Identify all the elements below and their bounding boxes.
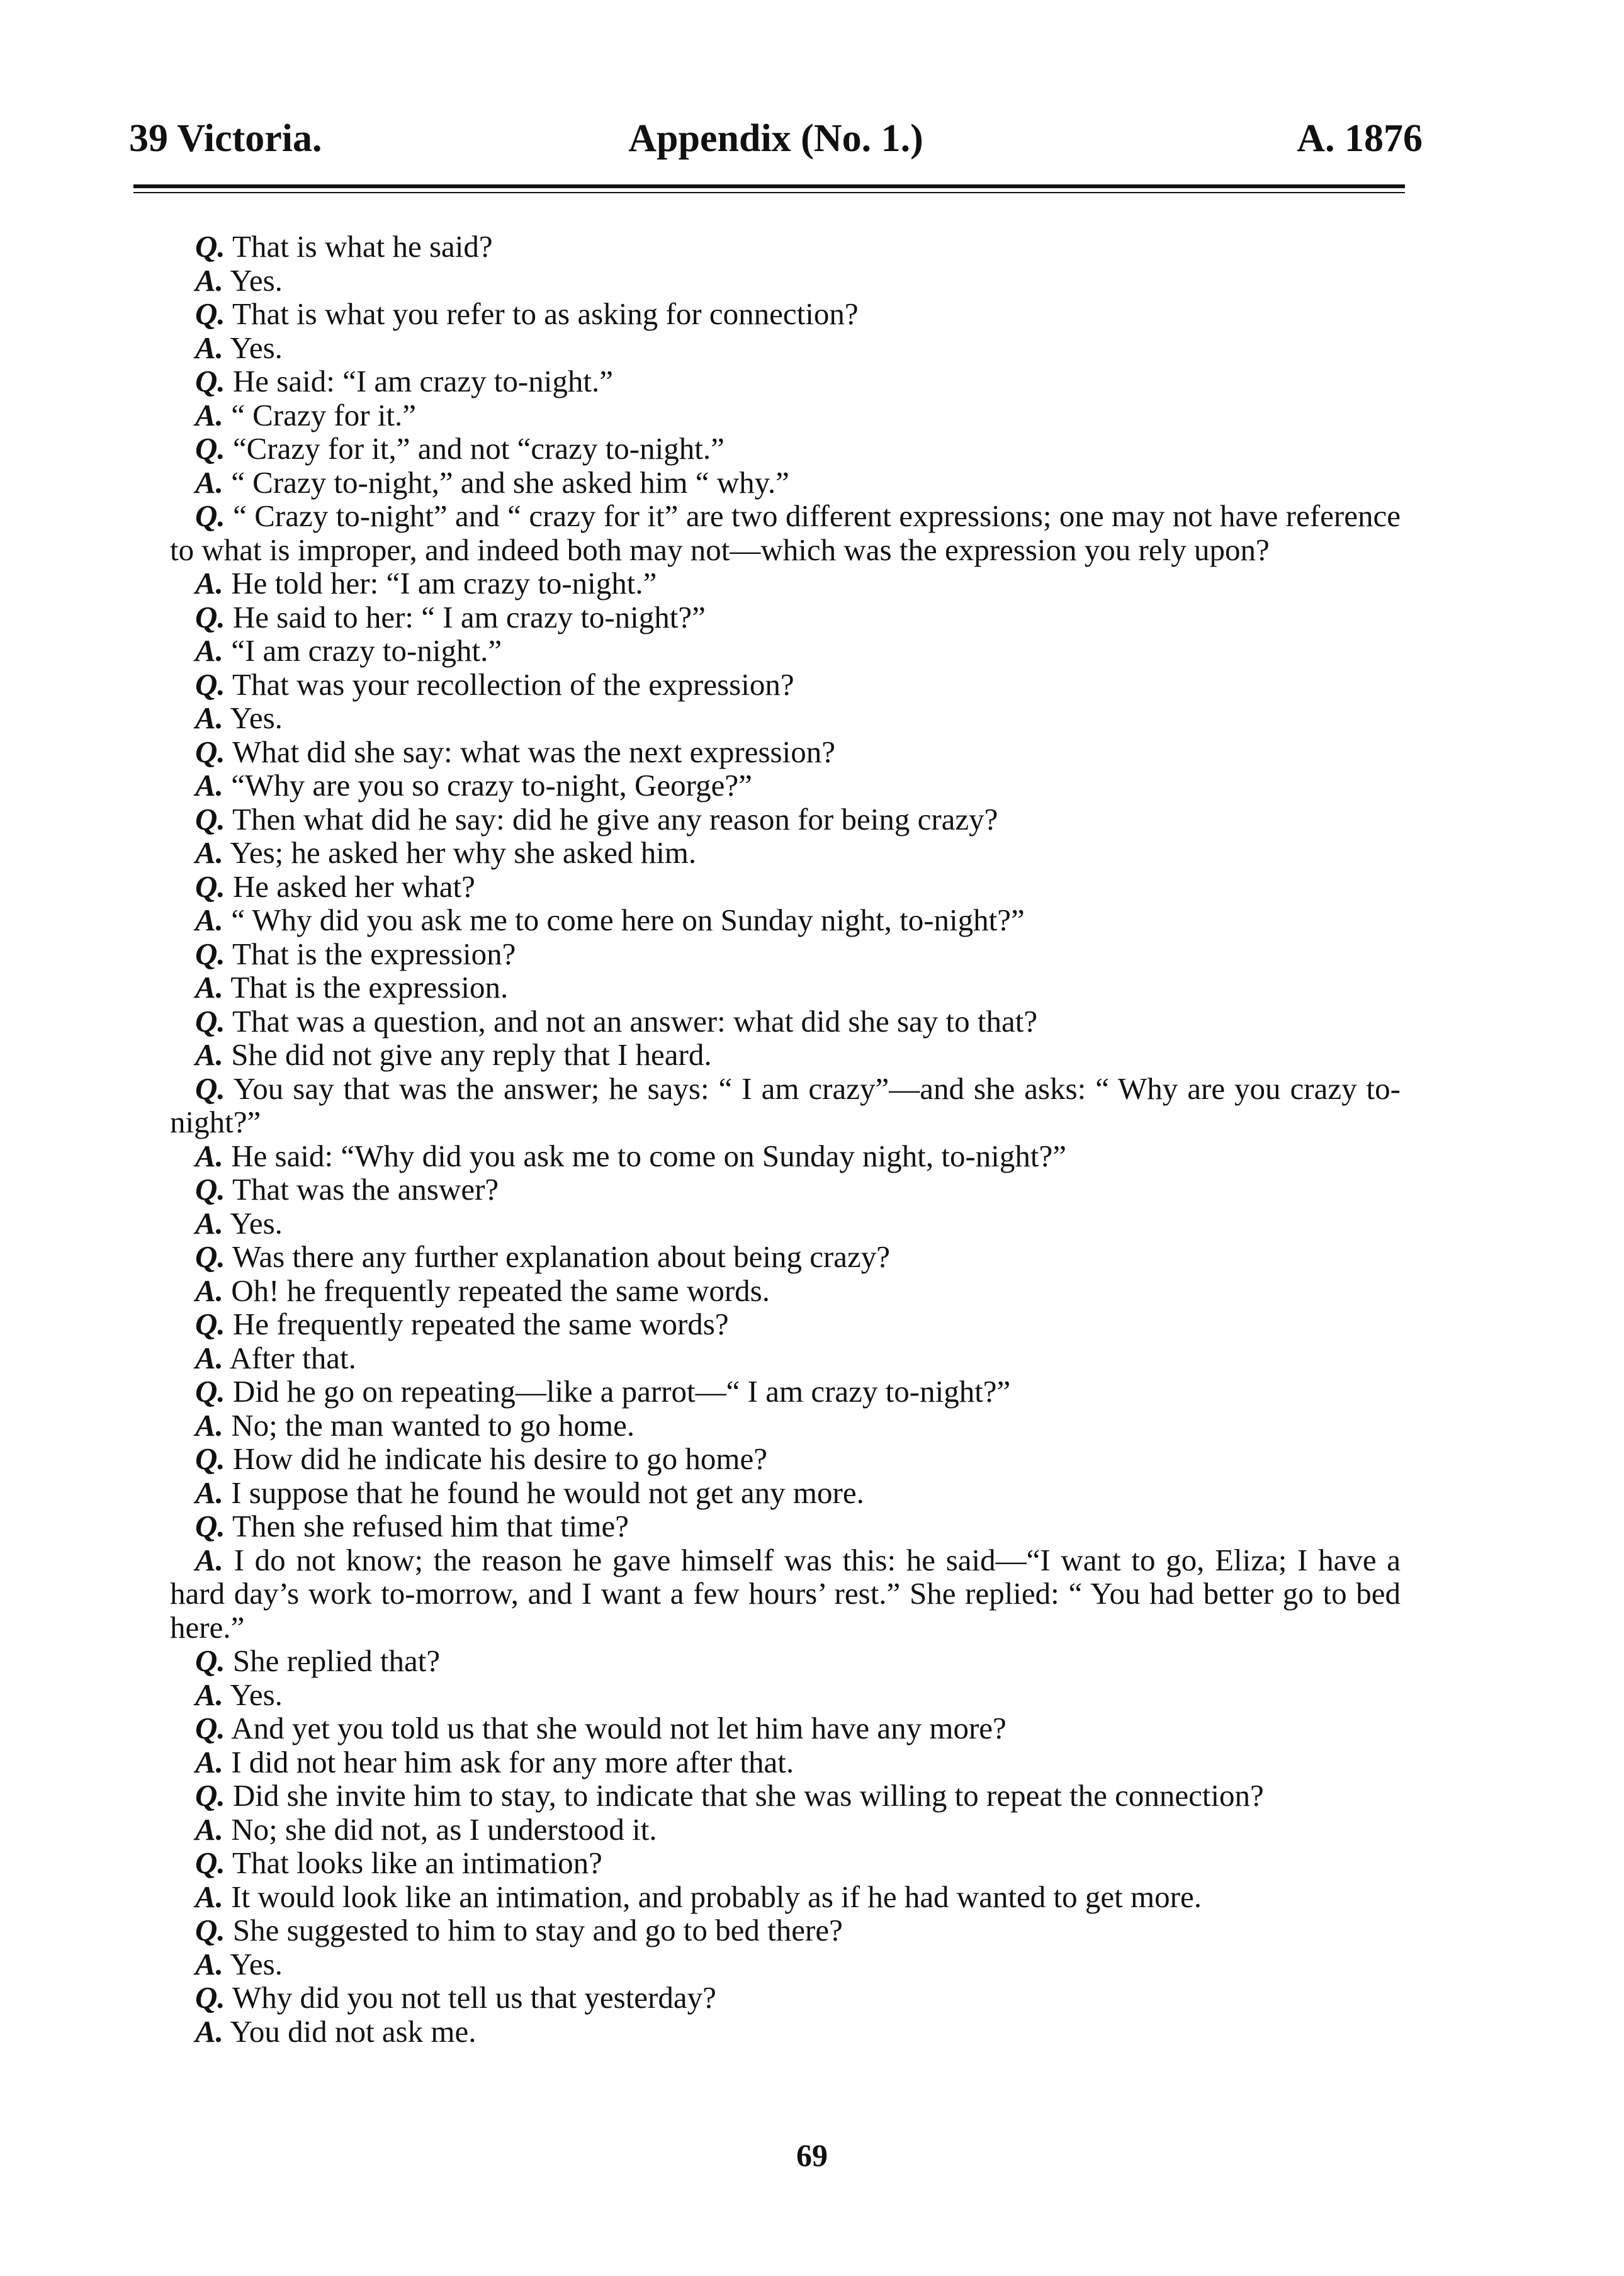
- line-text: “ Crazy for it.”: [231, 397, 417, 432]
- question-line: [138, 1509, 1401, 1543]
- speaker-label: A.: [195, 1811, 223, 1847]
- line-text: Why did you not tell us that yesterday?: [232, 1980, 716, 2015]
- line-text: How did he indicate his desire to go home?: [232, 1441, 768, 1476]
- speaker-label: Q.: [195, 1711, 225, 1745]
- question-line: [138, 1240, 1401, 1274]
- speaker-label: A.: [195, 1677, 223, 1712]
- header-rule-thin: [133, 192, 1405, 193]
- speaker-label: A.: [195, 1946, 223, 1981]
- line-text: He said to her: “ I am crazy to-night?”: [232, 599, 706, 634]
- line-text: That was the answer?: [232, 1172, 499, 1207]
- testimony-transcript: [170, 230, 1401, 2048]
- speaker-label: Q.: [195, 364, 225, 398]
- question-line: [138, 1913, 1401, 1947]
- line-text: What did she say: what was the next expression?: [232, 734, 835, 769]
- line-text: I do not know; the reason he gave himself was this: he said—“I want to go, Eliza; I have a hard day’s work to-morrow, and I want a few hours’ rest.” She replied: “ You had better go to bed here.”: [170, 1542, 1401, 1645]
- line-text: No; she did not, as I understood it.: [231, 1811, 657, 1847]
- header-year: A. 1876: [1297, 117, 1423, 160]
- answer-line: [138, 1813, 1401, 1847]
- line-text: Then what did he say: did he give any reason for being crazy?: [232, 801, 998, 837]
- line-text: “ Crazy to-night” and “ crazy for it” are two different expressions; one may not have reference to what is improper, and indeed both may not—which was the expression you rely upon?: [170, 499, 1401, 567]
- question-line: [138, 668, 1401, 702]
- question-line: [138, 803, 1401, 837]
- speaker-label: A.: [195, 1542, 223, 1577]
- answer-line: [138, 1038, 1401, 1072]
- question-line: [138, 1375, 1401, 1409]
- answer-line: [138, 1745, 1401, 1779]
- answer-line: [138, 566, 1401, 600]
- line-text: Yes.: [230, 330, 283, 365]
- line-text: He asked her what?: [232, 869, 475, 904]
- question-line: [138, 432, 1401, 466]
- line-text: “ Crazy to-night,” and she asked him “ why.”: [231, 465, 789, 500]
- question-line: [138, 1173, 1401, 1207]
- answer-line: [138, 634, 1401, 668]
- question-line: [138, 1307, 1401, 1341]
- answer-line: [138, 701, 1401, 735]
- answer-line: [138, 2015, 1401, 2049]
- answer-line: [138, 1880, 1401, 1914]
- line-text: “I am crazy to-night.”: [231, 633, 502, 668]
- speaker-label: A.: [195, 330, 223, 365]
- speaker-label: Q.: [195, 869, 225, 904]
- line-text: “ Why did you ask me to come here on Sunday night, to-night?”: [231, 903, 1025, 937]
- line-text: And yet you told us that she would not let him have any more?: [231, 1711, 1007, 1745]
- speaker-label: Q.: [195, 1845, 225, 1880]
- header-appendix-title: Appendix (No. 1.): [628, 117, 923, 160]
- line-text: It would look like an intimation, and probably as if he had wanted to get more.: [231, 1879, 1202, 1914]
- answer-line: [138, 1207, 1401, 1241]
- speaker-label: Q.: [195, 1239, 225, 1274]
- speaker-label: Q.: [195, 1441, 225, 1476]
- speaker-label: A.: [195, 262, 223, 298]
- speaker-label: A.: [195, 1407, 223, 1443]
- speaker-label: A.: [195, 633, 223, 668]
- speaker-label: A.: [195, 903, 223, 937]
- line-text: I suppose that he found he would not get any more.: [231, 1475, 864, 1510]
- speaker-label: Q.: [195, 936, 225, 971]
- question-line: [138, 735, 1401, 769]
- speaker-label: A.: [195, 1744, 223, 1779]
- question-line: [138, 1005, 1401, 1039]
- line-text: Yes.: [230, 1677, 283, 1712]
- line-text: That was a question, and not an answer: what did she say to that?: [232, 1003, 1038, 1039]
- header-rule-thick: [133, 184, 1405, 188]
- question-line: [138, 1644, 1401, 1678]
- answer-line: [138, 398, 1401, 432]
- answer-line: [138, 1274, 1401, 1308]
- question-line: [138, 1072, 1401, 1139]
- speaker-label: A.: [195, 397, 223, 432]
- question-line: [138, 937, 1401, 971]
- speaker-label: Q.: [195, 1003, 225, 1039]
- answer-line: [138, 1139, 1401, 1173]
- speaker-label: A.: [195, 1138, 223, 1173]
- line-text: She replied that?: [232, 1643, 441, 1678]
- answer-line: [138, 1543, 1401, 1645]
- answer-line: [138, 1341, 1401, 1375]
- speaker-label: A.: [195, 1273, 223, 1308]
- speaker-label: A.: [195, 835, 223, 870]
- line-text: He said: “Why did you ask me to come on Sunday night, to-night?”: [231, 1138, 1067, 1173]
- question-line: [138, 297, 1401, 331]
- line-text: She suggested to him to stay and go to bed there?: [232, 1913, 843, 1947]
- speaker-label: Q.: [195, 1071, 225, 1106]
- answer-line: [138, 903, 1401, 937]
- speaker-label: A.: [195, 1037, 223, 1072]
- speaker-label: A.: [195, 970, 223, 1005]
- speaker-label: Q.: [195, 229, 225, 264]
- question-line: [138, 600, 1401, 634]
- line-text: You say that was the answer; he says: “ I am crazy”—and she asks: “ Why are you crazy to-night?”: [170, 1071, 1401, 1139]
- line-text: “Why are you so crazy to-night, George?”: [231, 768, 752, 803]
- speaker-label: Q.: [195, 599, 225, 634]
- speaker-label: Q.: [195, 1980, 225, 2015]
- speaker-label: Q.: [195, 1509, 225, 1543]
- speaker-label: Q.: [195, 499, 225, 533]
- speaker-label: Q.: [195, 296, 225, 331]
- answer-line: [138, 1947, 1401, 1981]
- answer-line: [138, 264, 1401, 298]
- speaker-label: Q.: [195, 1172, 225, 1207]
- line-text: Did he go on repeating—like a parrot—“ I am crazy to-night?”: [232, 1374, 1011, 1409]
- question-line: [138, 1846, 1401, 1880]
- speaker-label: A.: [195, 1475, 223, 1510]
- answer-line: [138, 971, 1401, 1005]
- line-text: Then she refused him that time?: [232, 1509, 629, 1543]
- speaker-label: A.: [195, 701, 223, 735]
- answer-line: [138, 769, 1401, 803]
- line-text: After that.: [229, 1340, 356, 1375]
- line-text: He said: “I am crazy to-night.”: [232, 364, 613, 398]
- line-text: Yes.: [230, 1946, 283, 1981]
- line-text: Yes; he asked her why she asked him.: [230, 835, 697, 870]
- question-line: [138, 1442, 1401, 1476]
- speaker-label: A.: [195, 2014, 223, 2049]
- line-text: Yes.: [230, 701, 283, 735]
- answer-line: [138, 1476, 1401, 1510]
- answer-line: [138, 836, 1401, 870]
- speaker-label: Q.: [195, 667, 225, 702]
- speaker-label: A.: [195, 1340, 223, 1375]
- line-text: He frequently repeated the same words?: [232, 1307, 729, 1341]
- speaker-label: Q.: [195, 801, 225, 837]
- speaker-label: Q.: [195, 1307, 225, 1341]
- header-session: 39 Victoria.: [129, 117, 322, 160]
- page-number: 69: [796, 2138, 828, 2173]
- line-text: She did not give any reply that I heard.: [231, 1037, 712, 1072]
- speaker-label: Q.: [195, 734, 225, 769]
- line-text: Did she invite him to stay, to indicate that she was willing to repeat the connection?: [232, 1778, 1264, 1813]
- speaker-label: A.: [195, 465, 223, 500]
- line-text: Oh! he frequently repeated the same words.: [231, 1273, 770, 1308]
- question-line: [138, 499, 1401, 566]
- answer-line: [138, 466, 1401, 500]
- speaker-label: Q.: [195, 1913, 225, 1947]
- answer-line: [138, 1409, 1401, 1443]
- answer-line: [138, 331, 1401, 365]
- line-text: That looks like an intimation?: [232, 1845, 602, 1880]
- speaker-label: A.: [195, 566, 223, 600]
- line-text: That was your recollection of the expression?: [232, 667, 794, 702]
- line-text: No; the man wanted to go home.: [231, 1407, 635, 1443]
- page-header: [129, 110, 1423, 167]
- speaker-label: A.: [195, 768, 223, 803]
- line-text: That is the expression.: [230, 970, 509, 1005]
- speaker-label: A.: [195, 1205, 223, 1241]
- speaker-label: Q.: [195, 1643, 225, 1678]
- line-text: That is the expression?: [232, 936, 516, 971]
- line-text: You did not ask me.: [230, 2014, 476, 2049]
- line-text: That is what he said?: [232, 229, 493, 264]
- speaker-label: A.: [195, 1879, 223, 1914]
- speaker-label: Q.: [195, 1778, 225, 1813]
- line-text: “Crazy for it,” and not “crazy to-night.”: [232, 431, 725, 466]
- line-text: Yes.: [230, 262, 283, 298]
- question-line: [138, 870, 1401, 904]
- question-line: [138, 230, 1401, 264]
- speaker-label: Q.: [195, 431, 225, 466]
- line-text: I did not hear him ask for any more after that.: [231, 1744, 794, 1779]
- question-line: [138, 1779, 1401, 1813]
- line-text: That is what you refer to as asking for connection?: [232, 296, 859, 331]
- line-text: Yes.: [230, 1205, 283, 1241]
- speaker-label: Q.: [195, 1374, 225, 1409]
- question-line: [138, 364, 1401, 398]
- answer-line: [138, 1678, 1401, 1712]
- question-line: [138, 1711, 1401, 1745]
- line-text: He told her: “I am crazy to-night.”: [231, 566, 657, 600]
- line-text: Was there any further explanation about being crazy?: [232, 1239, 891, 1274]
- question-line: [138, 1981, 1401, 2015]
